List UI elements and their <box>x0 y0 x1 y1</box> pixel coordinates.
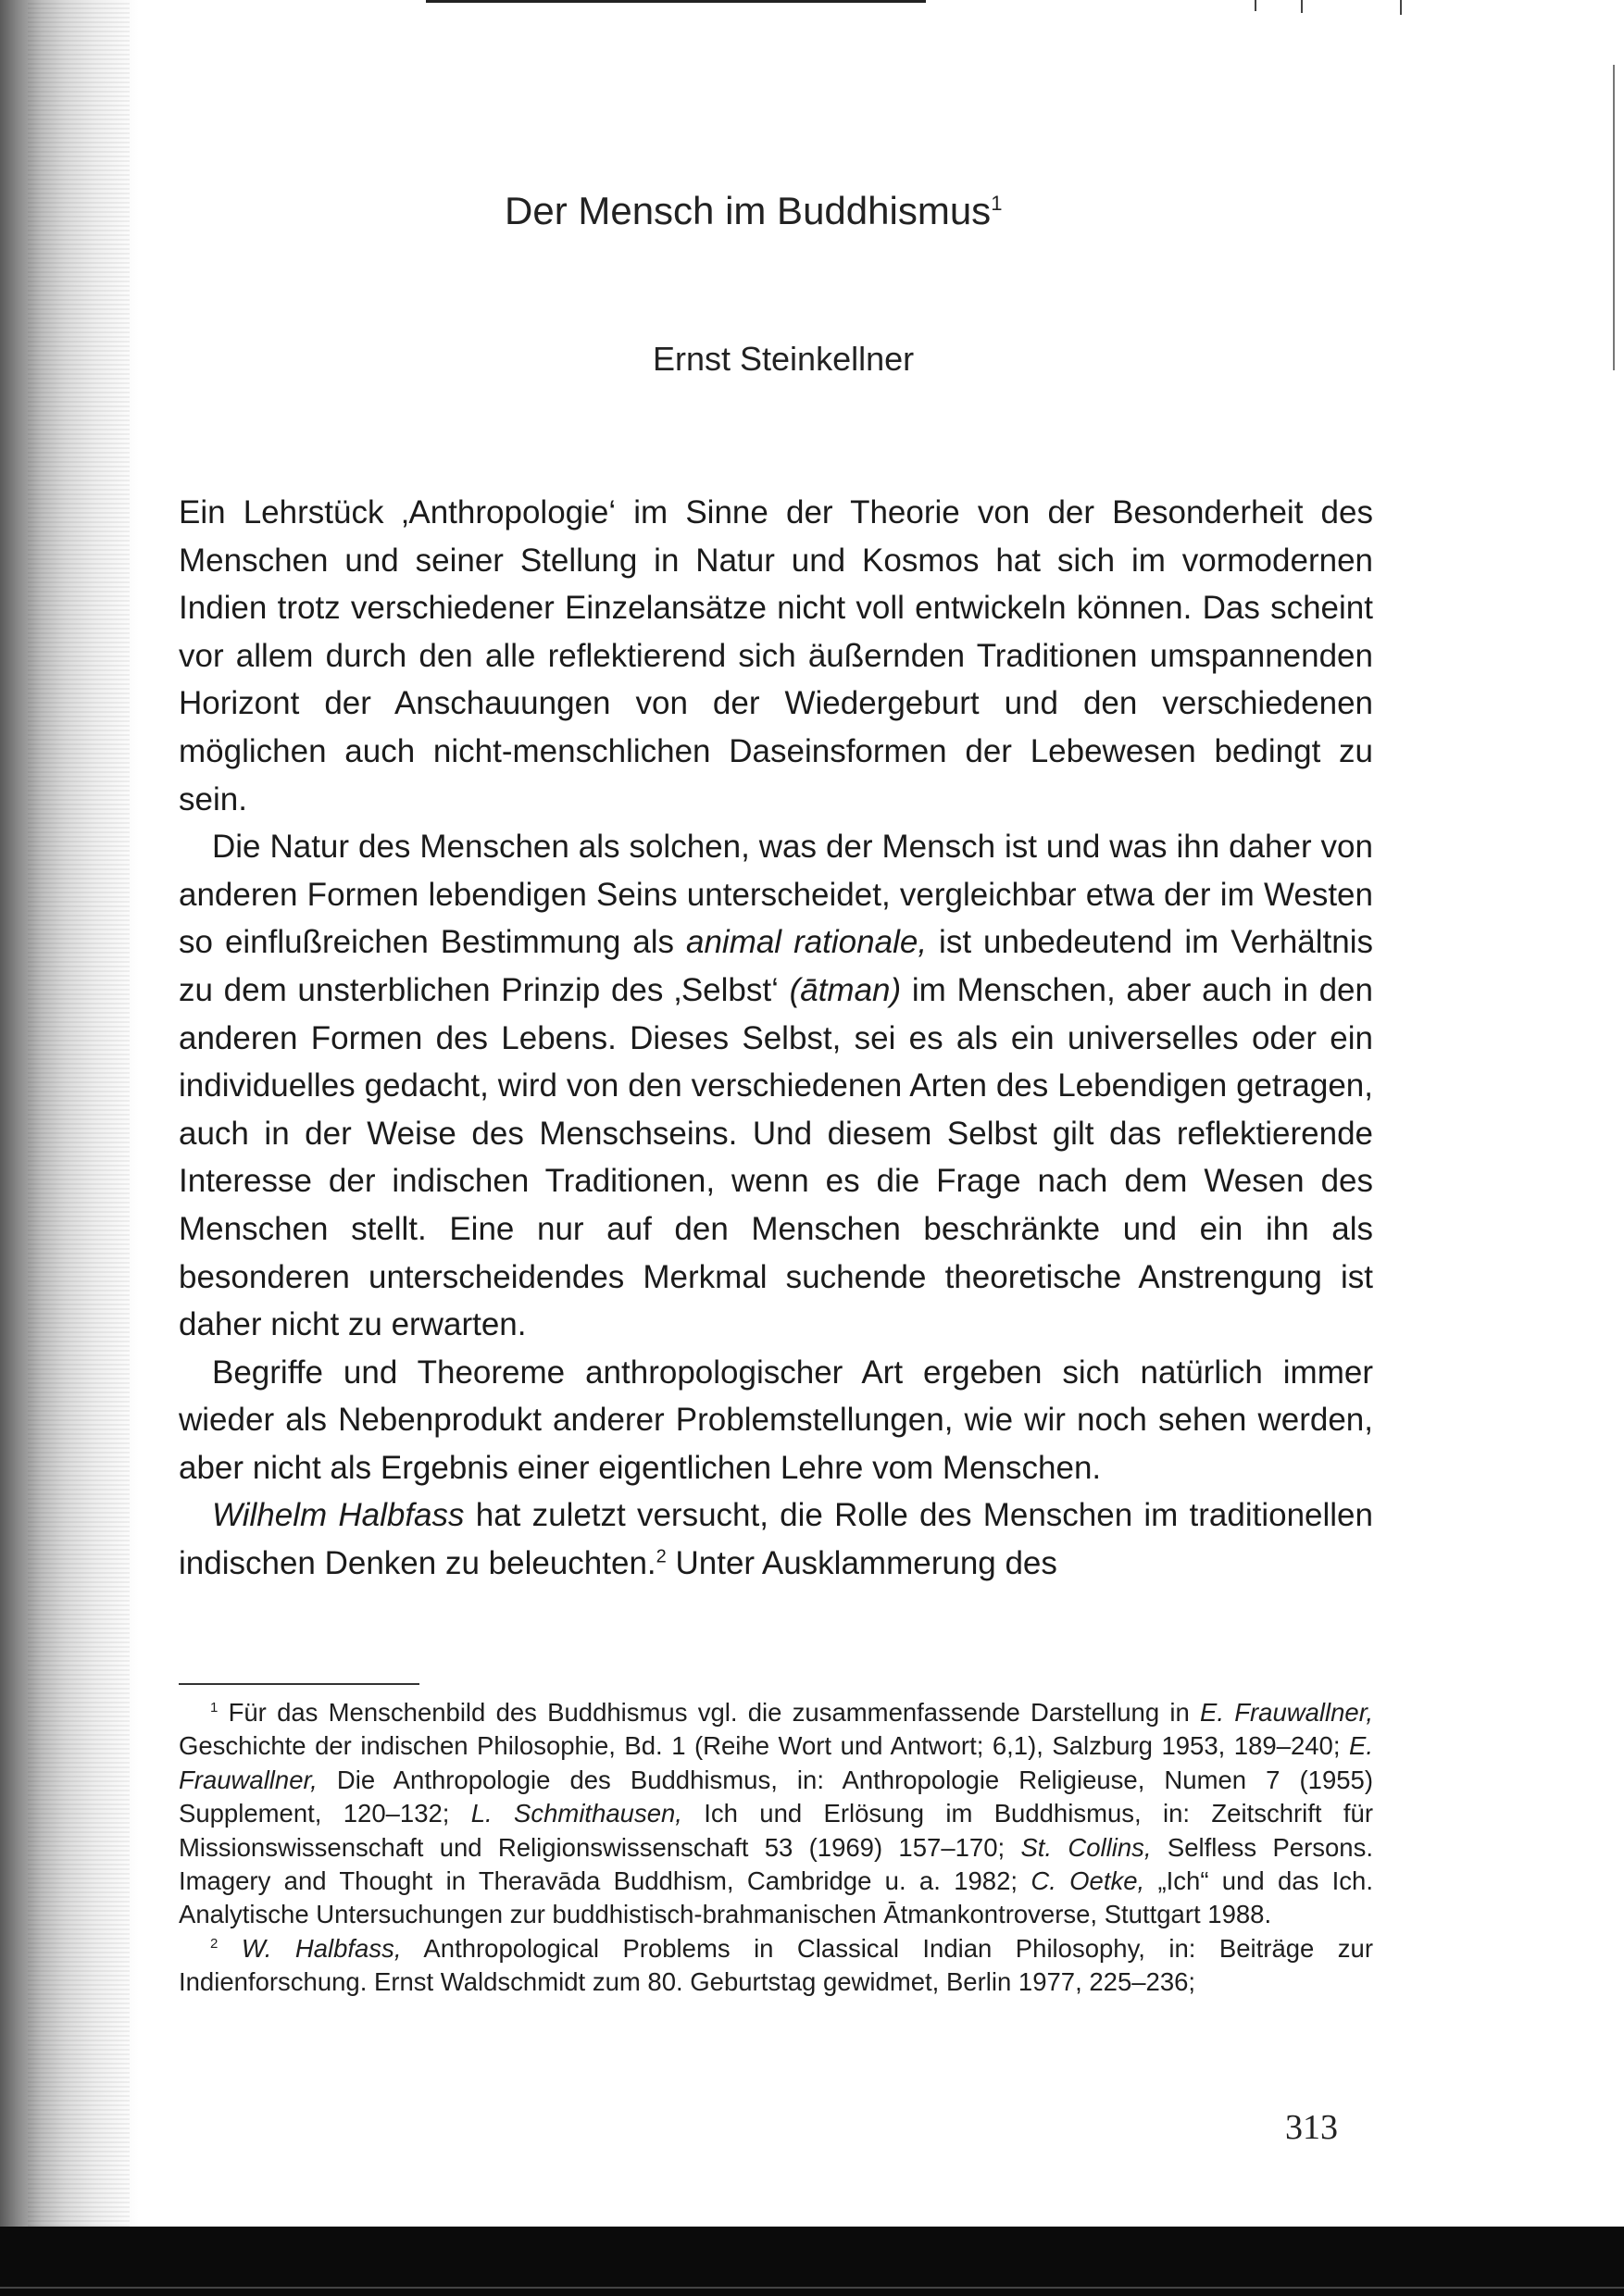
footnote-1-marker: 1 <box>210 1699 219 1716</box>
footnotes <box>179 1696 1373 2000</box>
paragraph-2: Die Natur des Menschen als solchen, was der Mensch ist und was ihn daher von anderen Formen lebendigen Seins unterscheidet, vergleichbar etwa der im Westen so einflußreichen Bestimmung als animal rationale, ist unbedeutend im Verhältnis zu dem unsterblichen Prinzip des ‚Selbst‘ (ātman) im Menschen, aber auch in den anderen Formen des Lebens. Dieses Selbst, sei es als ein universelles oder ein individuelles gedacht, wird von den verschiedenen Arten des Lebendigen getragen, auch in der Weise des Menschseins. Und diesem Selbst gilt das reflektierende Interesse der indischen Traditionen, wenn es die Frage nach dem Wesen des Menschen stellt. Eine nur auf den Menschen beschränkte und ein ihn als besonderen unterscheidendes Merkmal suchende theoretische Anstrengung ist daher nicht zu erwarten. <box>179 829 1373 1343</box>
scan-bottom-edge <box>0 2227 1624 2296</box>
top-edge-mark <box>1255 0 1256 11</box>
article-author: Ernst Steinkellner <box>653 340 915 378</box>
top-edge-mark <box>1400 0 1402 15</box>
article-title <box>505 185 1097 237</box>
book-spine-texture <box>28 0 130 2296</box>
right-page-edge <box>1613 65 1615 370</box>
footnote-marker-2: 2 <box>656 1546 667 1567</box>
body-text <box>179 489 1373 1588</box>
author-name-halbfass: Wilhelm Halbfass <box>212 1497 465 1534</box>
term-animal-rationale: animal rationale, <box>685 924 928 961</box>
paragraph-4: Wilhelm Halbfass hat zuletzt versucht, die Rolle des Menschen im traditionellen indischen Denken zu beleuchten.$^2$ Unter Ausklammerung des <box>179 1497 1373 1582</box>
top-edge-mark <box>1301 0 1303 13</box>
footnote-2: $^2$ W. Halbfass, Anthropological Problems in Classical Indian Philosophy, in: Beiträge zur Indienforschung. Ernst Waldschmidt zum 80. Geburtstag gewidmet, Berlin 1977, 225–236; <box>179 1933 1373 1997</box>
term-atman: (ātman) <box>789 971 902 1008</box>
paragraph-1: Ein Lehrstück ‚Anthropologie‘ im Sinne der Theorie von der Besonderheit des Menschen und seiner Stellung in Natur und Kosmos hat sich im vormodernen Indien trotz verschiedener Einzelansätze nicht voll entwickeln können. Das scheint vor allem durch den alle reflektierend sich äußernden Traditionen umspannenden Horizont der Anschauungen von der Wiedergeburt und den verschiedenen möglichen auch nicht-menschlichen Daseinsformen der Lebewesen bedingt zu sein. <box>179 494 1373 817</box>
title-footnote-marker: 1 <box>991 192 1003 215</box>
footnote-1: $^1$ Für das Menschenbild des Buddhismus vgl. die zusammenfassende Darstellung in E. Frauwallner, Geschichte der indischen Philosophie, Bd. 1 (Reihe Wort und Antwort; 6,1), Salzburg 1953, 189–240; E. Frauwallner, Die Anthropologie des Buddhismus, in: Anthropologie Religieuse, Numen 7 (1955) Supplement, 120–132; L. Schmithausen, Ich und Erlösung im Buddhismus, in: Zeitschrift für Missionswissenschaft und Religionswissenschaft 53 (1969) 157–170; St. Collins, Selfless Persons. Imagery and Thought in Theravāda Buddhism, Cambridge u. a. 1982; C. Oetke, „Ich“ und das Ich. Analytische Untersuchungen zur buddhistisch-brahmanischen Ātmankontroverse, Stuttgart 1988. <box>179 1698 1374 1929</box>
scan-bottom-line <box>0 2287 1624 2289</box>
footnote-separator <box>179 1683 419 1685</box>
top-edge-rule <box>426 0 926 3</box>
paragraph-3: Begriffe und Theoreme anthropologischer Art ergeben sich natürlich immer wieder als Nebenprodukt anderer Problemstellungen, wie wir noch sehen werden, aber nicht als Ergebnis einer eigentlichen Lehre vom Menschen. <box>179 1354 1373 1486</box>
page-number: 313 <box>1285 2108 1338 2147</box>
footnote-2-marker: 2 <box>210 1935 219 1952</box>
article-title-text: Der Mensch im Buddhismus <box>505 189 992 232</box>
